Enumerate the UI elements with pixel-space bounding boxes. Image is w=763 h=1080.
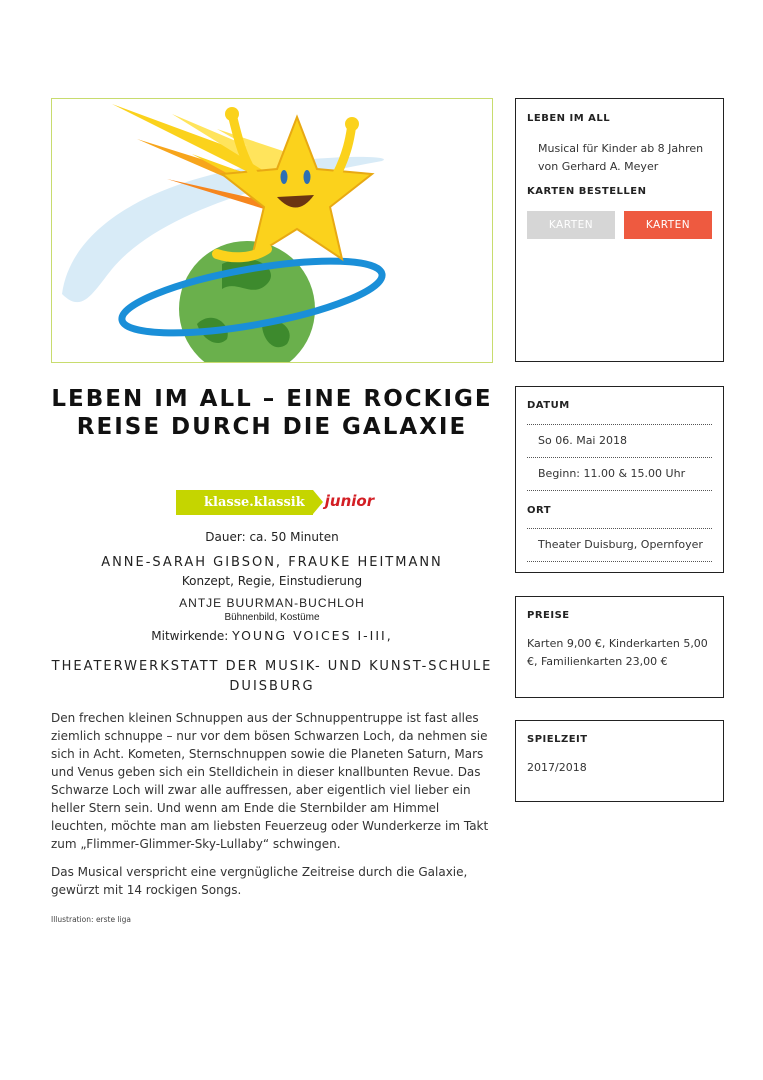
- event-persons-role: Konzept, Regie, Einstudierung: [181, 574, 363, 588]
- star-on-planet-illustration: [52, 99, 492, 362]
- event-time: Beginn: 11.00 & 15.00 Uhr: [538, 467, 686, 480]
- divider: [527, 490, 712, 491]
- description-paragraph-2: Das Musical verspricht eine vergnügliche Zeitreise durch die Galaxie, gewürzt mit 14 rockigen Songs.: [51, 865, 468, 897]
- mitwirkende-value: YOUNG VOICES I-III,: [232, 628, 393, 643]
- ticket-buttons: [527, 211, 712, 259]
- date-heading: DATUM: [527, 400, 570, 411]
- event-person2: ANTJE BUURMAN-BUCHLOH: [179, 596, 365, 610]
- season-heading: SPIELZEIT: [527, 734, 588, 745]
- event-location: Theater Duisburg, Opernfoyer: [538, 538, 703, 551]
- event-organization: THEATERWERKSTATT DER MUSIK- UND KUNST-SCHULE DUISBURG: [51, 659, 493, 694]
- illustration-credit: Illustration: erste liga: [51, 915, 132, 924]
- info-heading: LEBEN IM ALL: [527, 113, 611, 124]
- event-main: [51, 385, 493, 924]
- event-person2-role: Bühnenbild, Kostüme: [224, 612, 320, 623]
- description-paragraph-1: Den frechen kleinen Schnuppen aus der Schnuppentruppe ist fast alles ziemlich schnuppe – nur vor dem bösen Schwarzen Loch, da nehmen sie sich in Acht. Kometen, Sternschnuppen sowie die Planeten Saturn, Mars und Venus geben sich ein Stelldichein in dieser knallbunten Revue. Das Schwarze Loch will zwar alle auffressen, aber eigentlich viel lieber ein heller Stern sein. Und wenn am Ende die Sternbilder am Himmel leuchten, möchte man am liebsten Feuerzeug oder Wunderkerze im Takt zum „Flimmer-Glimmer-Sky-Lullaby“ schwingen.: [51, 711, 489, 851]
- location-heading: ORT: [527, 505, 552, 516]
- event-date: So 06. Mai 2018: [538, 434, 627, 447]
- klasse-klassik-junior-logo: [176, 490, 374, 515]
- sidebar-date-box: [515, 386, 724, 573]
- mitwirkende-label: Mitwirkende:: [151, 629, 229, 643]
- event-title: LEBEN IM ALL – EINE ROCKIGE REISE DURCH DIE GALAXIE: [51, 386, 493, 440]
- sidebar-season-box: [515, 720, 724, 802]
- sidebar-prices-box: [515, 596, 724, 698]
- ticket-button-15h[interactable]: KARTEN 15H: [624, 211, 712, 239]
- logo-suffix-text: junior: [324, 492, 375, 510]
- prices-heading: PREISE: [527, 610, 570, 621]
- hero-illustration: [51, 98, 493, 363]
- event-description: [51, 709, 493, 909]
- sidebar-info-box: [515, 98, 724, 362]
- season-text: 2017/2018: [527, 761, 587, 774]
- tickets-heading: KARTEN BESTELLEN: [527, 186, 647, 197]
- prices-text: Karten 9,00 €, Kinderkarten 5,00 €, Familienkarten 23,00 €: [527, 637, 708, 668]
- divider: [527, 561, 712, 562]
- info-text: Musical für Kinder ab 8 Jahren von Gerhard A. Meyer: [538, 142, 704, 173]
- event-mitwirkende: [51, 628, 493, 643]
- ticket-button-11h[interactable]: KARTEN 11H: [527, 211, 615, 239]
- logo-main-text: klasse.klassik: [176, 490, 313, 515]
- event-persons: ANNE-SARAH GIBSON, FRAUKE HEITMANN: [101, 555, 443, 570]
- logo-arrow: [313, 490, 323, 514]
- event-duration: Dauer: ca. 50 Minuten: [205, 530, 339, 544]
